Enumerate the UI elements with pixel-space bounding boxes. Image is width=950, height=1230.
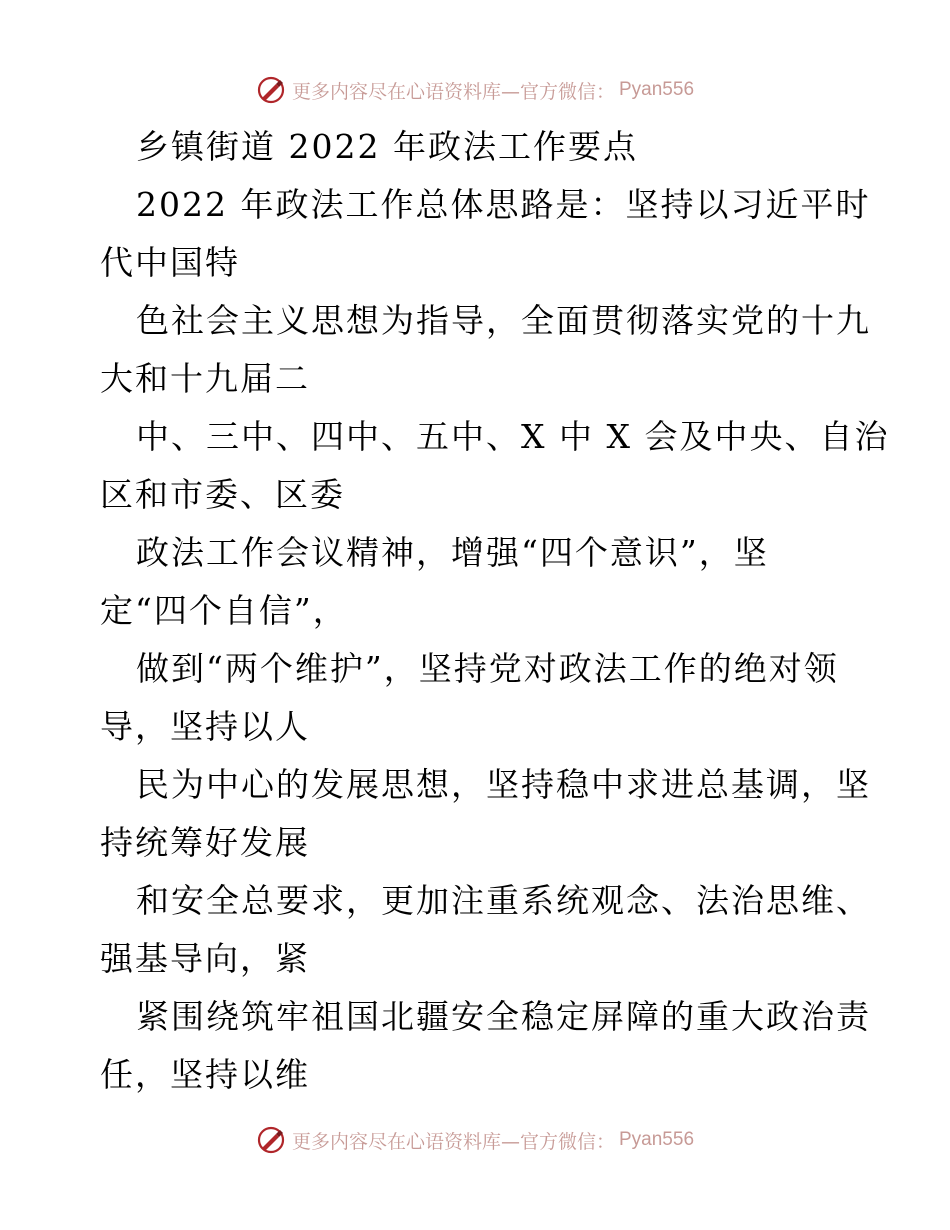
paragraph-line: 中、三中、四中、五中、X 中 X 会及中央、自治 [136,417,890,456]
paragraph-line: 2022 年政法工作总体思路是：坚持以习近平时 [136,185,871,224]
document-title: 乡镇街道 2022 年政法工作要点 [136,127,638,166]
paragraph-line: 和安全总要求，更加注重系统观念、法治思维、 [136,881,871,920]
footer-watermark-banner [0,1120,950,1160]
banner-text: 更多内容尽在心语资料库—官方微信： [291,80,615,103]
pen-logo-icon [256,1125,286,1155]
paragraph-line: 导，坚持以人 [100,707,310,746]
paragraph-line: 任，坚持以维 [100,1055,310,1094]
header-watermark-banner [0,70,950,110]
paragraph-line: 强基导向，紧 [100,939,310,978]
paragraph-line: 民为中心的发展思想，坚持稳中求进总基调，坚 [136,765,871,804]
paragraph-line: 紧围绕筑牢祖国北疆安全稳定屏障的重大政治责 [136,997,871,1036]
paragraph-line: 定“四个自信”， [100,591,348,630]
banner-wechat-id: Pyan556 [619,79,695,100]
document-body [100,118,890,1104]
paragraph-line: 代中国特 [100,243,240,282]
paragraph-line: 区和市委、区委 [100,475,345,514]
paragraph-line: 政法工作会议精神，增强“四个意识”，坚 [136,533,769,572]
banner-text: 更多内容尽在心语资料库—官方微信： [291,1130,615,1153]
banner-wechat-id: Pyan556 [619,1129,695,1150]
paragraph-line: 做到“两个维护”，坚持党对政法工作的绝对领 [136,649,839,688]
paragraph-line: 持统筹好发展 [100,823,310,862]
paragraph-line: 色社会主义思想为指导，全面贯彻落实党的十九 [136,301,871,340]
paragraph-line: 大和十九届二 [100,359,310,398]
pen-logo-icon [256,75,286,105]
